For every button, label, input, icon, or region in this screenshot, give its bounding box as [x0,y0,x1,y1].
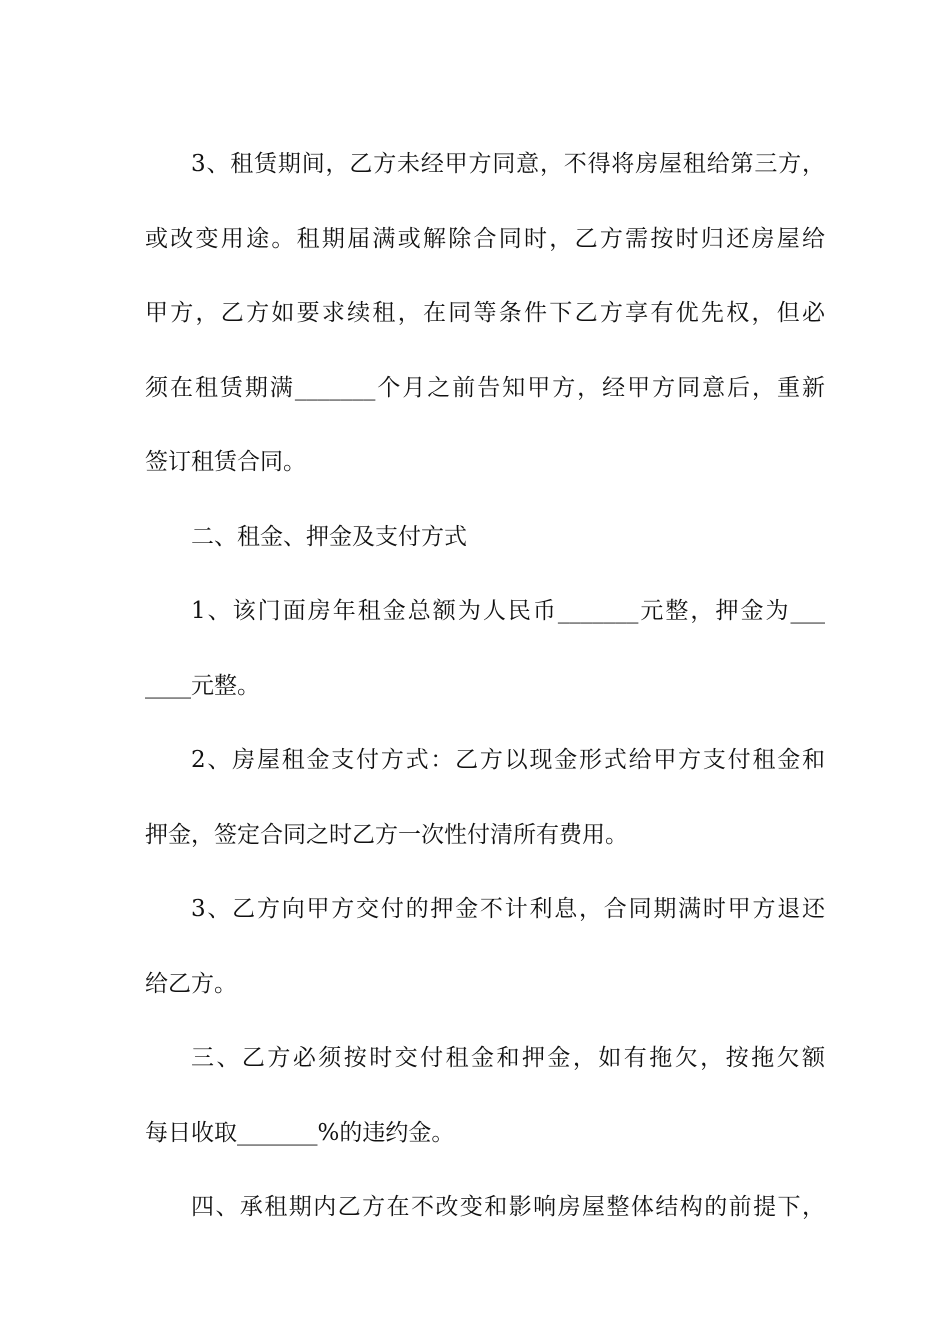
section-heading: 二、租金、押金及支付方式 [191,523,467,550]
text-line: 签订租赁合同。 [145,449,306,475]
text-line: ____元整。 [145,672,260,699]
text-line: 1、该门面房年租金总额为人民币_______元整，押金为___ [191,598,825,624]
contract-text [145,127,825,1245]
text-line: 四、承租期内乙方在不改变和影响房屋整体结构的前提下， [191,1194,825,1220]
text-line: 甲方，乙方如要求续租，在同等条件下乙方享有优先权，但必 [145,300,825,326]
text-line: 给乙方。 [145,970,237,997]
text-line: 3、乙方向甲方交付的押金不计利息，合同期满时甲方退还 [191,896,825,922]
text-line: 三、乙方必须按时交付租金和押金，如有拖欠，按拖欠额 [191,1045,825,1071]
text-line: 或改变用途。租期届满或解除合同时，乙方需按时归还房屋给 [145,225,825,252]
text-line: 须在租赁期满_______个月之前告知甲方，经甲方同意后，重新 [145,374,825,401]
text-line: 押金，签定合同之时乙方一次性付清所有费用。 [145,821,628,848]
text-line: 每日收取_______%的违约金。 [145,1119,455,1146]
text-line: 3、租赁期间，乙方未经甲方同意，不得将房屋租给第三方， [191,151,825,177]
text-line: 2、房屋租金支付方式：乙方以现金形式给甲方支付租金和 [191,747,825,773]
